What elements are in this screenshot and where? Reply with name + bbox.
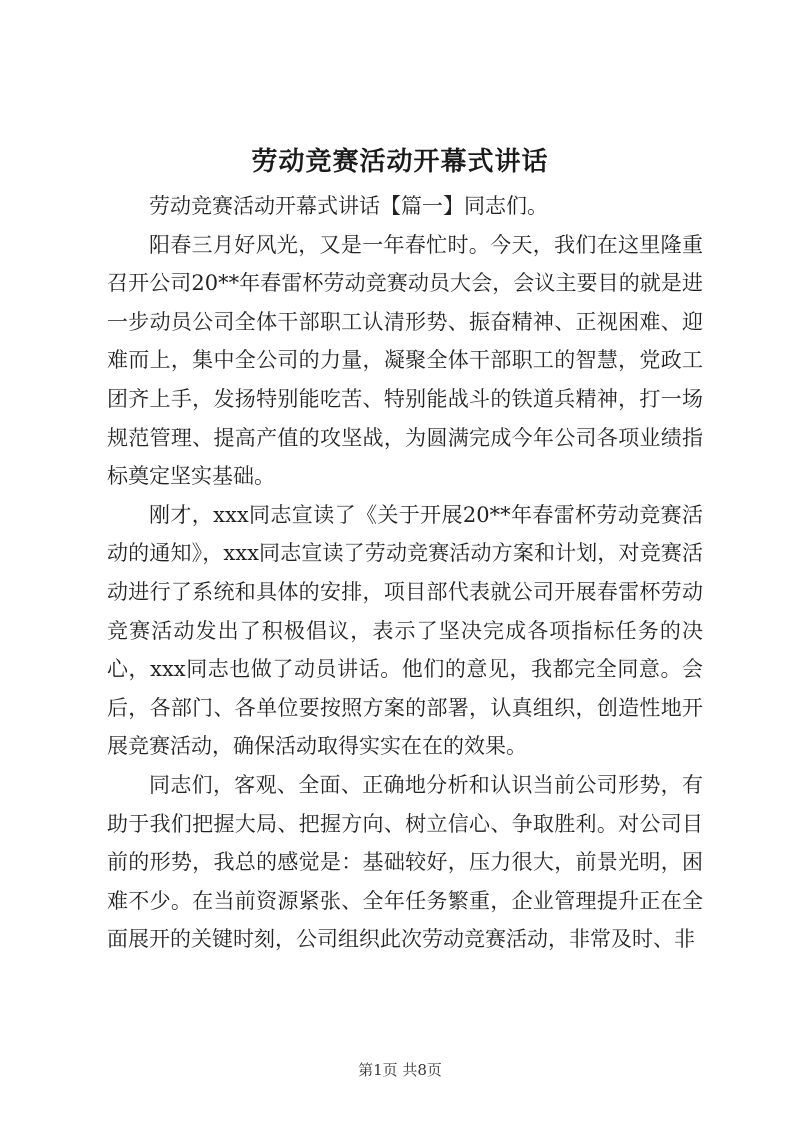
paragraph: 刚才，xxx同志宣读了《关于开展20**年春雷杯劳动竞赛活动的通知》，xxx同志宣读了劳动竞赛活动方案和计划，对竞赛活动进行了系统和具体的安排，项目部代表就公司开展春雷杯劳动竞赛活动发出了积极倡议，表示了坚决完成各项指标任务的决心，xxx同志也做了动员讲话。他们的意见，我都完全同意。会后，各部门、各单位要按照方案的部署，认真组织，创造性地开展竞赛活动，确保活动取得实实在在的效果。 xyxy=(107,502,703,759)
document-title: 劳动竞赛活动开幕式讲话 xyxy=(251,147,549,177)
paragraph: 阳春三月好风光，又是一年春忙时。今天，我们在这里隆重召开公司20**年春雷杯劳动竞赛动员大会，会议主要目的就是进一步动员公司全体干部职工认清形势、振奋精神、正视困难、迎难而上，集中全公司的力量，凝聚全体干部职工的智慧，党政工团齐上手，发扬特别能吃苦、特别能战斗的铁道兵精神，打一场规范管理、提高产值的攻坚战，为圆满完成今年公司各项业绩指标奠定坚实基础。 xyxy=(107,232,703,489)
paragraph: 劳动竞赛活动开幕式讲话【篇一】同志们。 xyxy=(149,194,548,218)
paragraph: 同志们，客观、全面、正确地分析和认识当前公司形势，有助于我们把握大局、把握方向、树立信心、争取胜利。对公司目前的形势，我总的感觉是：基础较好，压力很大，前景光明，困难不少。在当前资源紧张、全年任务繁重，企业管理提升正在全面展开的关键时刻，公司组织此次劳动竞赛活动，非常及时、非 xyxy=(107,772,703,952)
document-body xyxy=(107,187,703,959)
page-number-footer: 第1页 共8页 xyxy=(358,1061,442,1079)
